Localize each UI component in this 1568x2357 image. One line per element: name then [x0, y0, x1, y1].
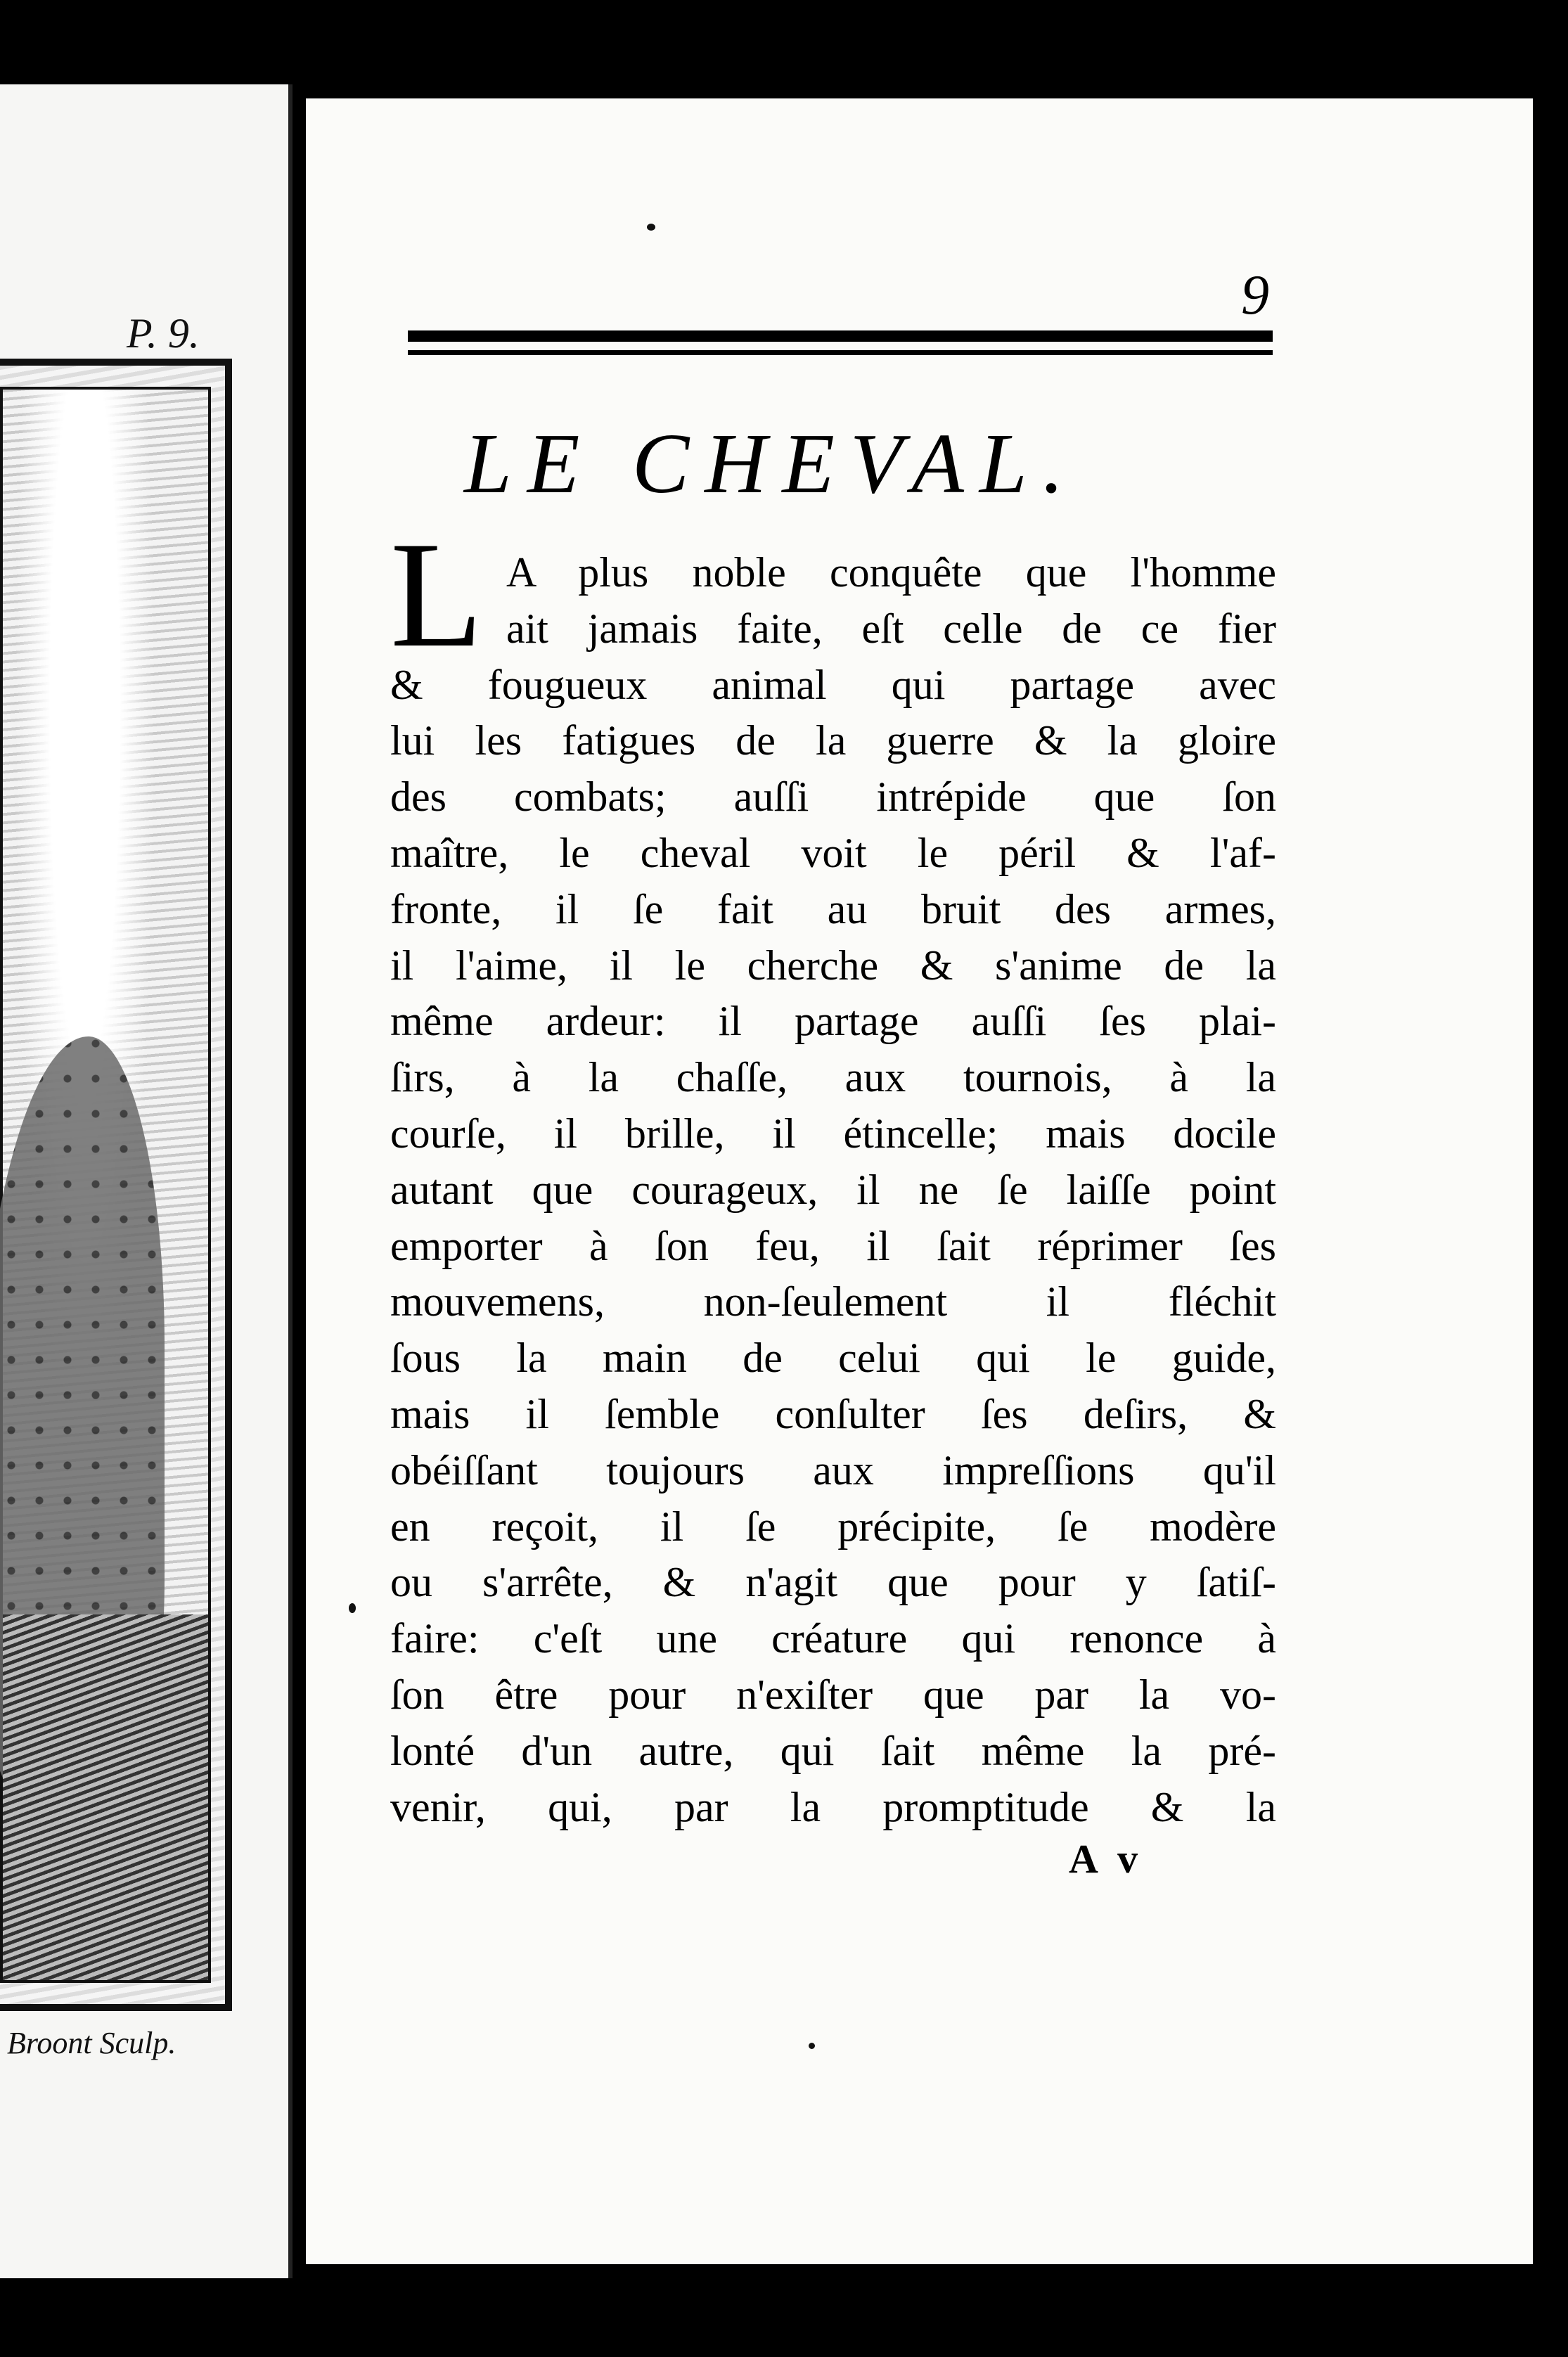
- ink-speck: [809, 2043, 815, 2049]
- ink-speck: [647, 224, 655, 231]
- drop-cap: L: [390, 510, 483, 679]
- text-line: ſous la main de celui qui le guide,: [390, 1335, 1276, 1382]
- header-rule-thick: [408, 330, 1273, 342]
- text-line: lonté d'un autre, qui ſait même la pré-: [390, 1727, 1276, 1774]
- text-line: faire: c'eſt une créature qui renonce à: [390, 1615, 1276, 1662]
- engraving-image: [0, 387, 211, 1983]
- text-line: mais il ſemble conſulter ſes deſirs, &: [390, 1390, 1276, 1437]
- text-line: mouvemens, non-ſeulement il fléchit: [390, 1278, 1276, 1325]
- body-text: [390, 545, 1276, 1835]
- header-rule-thin: [408, 350, 1273, 355]
- chapter-title: LE CHEVAL.: [464, 416, 1080, 511]
- text-line: il l'aime, il le cherche & s'anime de la: [390, 942, 1276, 989]
- engraver-credit: Broont Sculp.: [7, 2026, 176, 2060]
- text-line: fronte, il ſe fait au bruit des armes,: [390, 885, 1276, 932]
- text-line: autant que courageux, il ne ſe laiſſe point: [390, 1166, 1276, 1213]
- text-line: courſe, il brille, il étincelle; mais docile: [390, 1110, 1276, 1157]
- text-line: A plus noble conquête que l'homme: [506, 549, 1276, 596]
- left-page-plate: [0, 84, 293, 2278]
- text-line: lui les fatigues de la guerre & la gloire: [390, 717, 1276, 764]
- text-line: ſon être pour n'exiſter que par la vo-: [390, 1671, 1276, 1718]
- engraving-ground: [3, 1614, 208, 1980]
- text-line: venir, qui, par la promptitude & la: [390, 1783, 1276, 1830]
- text-line: emporter à ſon feu, il ſait réprimer ſes: [390, 1222, 1276, 1269]
- text-line: & fougueux animal qui partage avec: [390, 661, 1276, 708]
- engraving-plate: [0, 359, 232, 2011]
- text-line: même ardeur: il partage auſſi ſes plai-: [390, 998, 1276, 1045]
- text-line: des combats; auſſi intrépide que ſon: [390, 773, 1276, 821]
- text-line: ait jamais faite, eſt celle de ce fier: [506, 605, 1276, 652]
- text-line: ſirs, à la chaſſe, aux tournois, à la: [390, 1054, 1276, 1101]
- text-line: obéiſſant toujours aux impreſſions qu'il: [390, 1446, 1276, 1494]
- ink-speck: [349, 1603, 356, 1613]
- page-number: 9: [1241, 264, 1269, 326]
- text-line: ou s'arrête, & n'agit que pour y ſatiſ-: [390, 1559, 1276, 1606]
- text-line: en reçoit, il ſe précipite, ſe modère: [390, 1503, 1276, 1550]
- text-line: maître, le cheval voit le péril & l'af-: [390, 829, 1276, 876]
- signature-mark: A v: [1069, 1836, 1144, 1882]
- plate-reference: P. 9.: [127, 310, 200, 357]
